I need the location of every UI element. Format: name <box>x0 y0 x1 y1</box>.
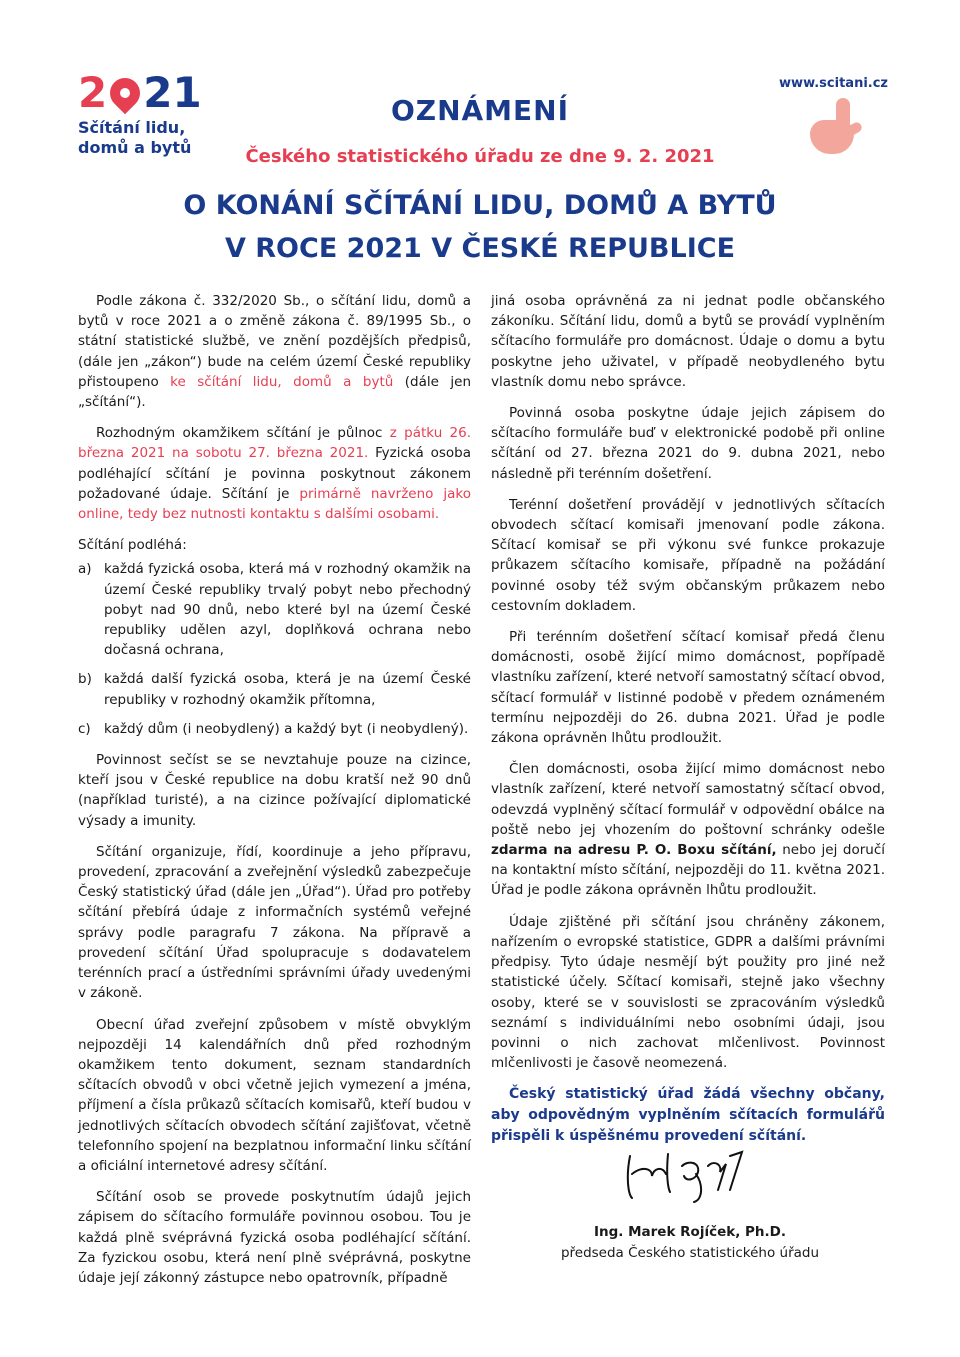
notice-heading-line1: O KONÁNÍ SČÍTÁNÍ LIDU, DOMŮ A BYTŮ <box>183 190 777 221</box>
logo-text: Sčítání lidu, domů a bytů <box>78 118 192 157</box>
signer-role: předseda Českého statistického úřadu <box>560 1245 820 1261</box>
list-item: a) každá fyzická osoba, která má v rozhodný okamžik na území České republiky trvalý pobyt nebo přechodný pobyt nad 90 dnů, nebo které byl na území České republiky udělen azyl, doplňková ochrana nebo dočasná ochrana, <box>78 561 471 659</box>
subject-list <box>78 559 471 739</box>
paragraph: Podle zákona č. 332/2020 Sb., o sčítání lidu, domů a bytů v roce 2021 a o změně zákona č. 89/1995 Sb., o státní statistické službě, ve znění pozdějších předpisů, (dále jen „zákon“) bude na celém území České republiky přistoupeno ke sčítání lidu, domů a bytů (dále jen „sčítání“). <box>78 293 472 411</box>
logo-year: 2 21 <box>78 68 202 117</box>
handwritten-signature <box>622 1146 752 1206</box>
list-item: b) každá další fyzická osoba, která je na území České republiky v rozhodný okamžik přítomna, <box>78 671 471 708</box>
appeal-text: Český statistický úřad žádá všechny občany, aby odpovědným vyplněním sčítacích formulářů přispěli k úspěšnému provedení sčítání. <box>491 1086 885 1145</box>
paragraph: jiná osoba oprávněná za ni jednat podle občanského zákoníku. Sčítání lidu, domů a bytů se provádí vyplněním sčítacího formuláře pro domácnost. Údaje o domu a bytu poskytne jeho uživatel, v případě neobydleného bytu vlastník domu nebo správce. <box>491 293 885 390</box>
paragraph: Údaje zjištěné při sčítání jsou chráněny zákonem, nařízením o evropské statistice, GDPR a dalšími právními předpisy. Tyto údaje nesmějí být použity pro jiné než statistické účely. Sčítací komisaři, stejně jako všechny osoby, které se v souvislosti se zpracováním výsledků seznámí s individuálními nebo osobními údaji, jsou povinni o nich zachovat mlčenlivost. Povinnost mlčenlivosti je časově neomezená. <box>491 913 885 1072</box>
left-column <box>78 291 471 1299</box>
list-item: c) každý dům (i neobydlený) a každý byt (i neobydlený). <box>78 720 469 737</box>
list-intro: Sčítání podléhá: <box>78 537 187 554</box>
right-column <box>491 291 885 1147</box>
page-subtitle: Českého statistického úřadu ze dne 9. 2. 2021 <box>245 146 715 167</box>
paragraph: Povinná osoba poskytne údaje jejich zápisem do sčítacího formuláře buď v elektronické podobě při online sčítání od 27. března 2021 do 9. dubna 2021, nebo následně při terénním došetření. <box>491 405 885 482</box>
website-link[interactable]: www.scitani.cz <box>779 76 888 91</box>
paragraph: Terénní došetření provádějí v jednotlivých sčítacích obvodech sčítací komisaři jmenovaní podle zákona. Sčítací komisař se při výkonu své funkce prokazuje průkazem sčítacího komisaře, případně na požádání povinné osoby též svým občanským průkazem nebo cestovním dokladem. <box>491 496 885 614</box>
paragraph: Člen domácnosti, osoba žijící mimo domácnost nebo vlastník zařízení, které netvoří samostatný sčítací obvod, odevzdá vyplněný sčítací formulář v odpovědní obálce na poště nebo jej vhozením do poštovní schránky odešle zdarma na adresu P. O. Boxu sčítání, nebo jej doručí na kontaktní místo sčítání, nejpozději do 11. května 2021. Úřad je podle zákona oprávněn lhůtu prodloužit. <box>491 761 886 899</box>
signer-name: Ing. Marek Rojíček, Ph.D. <box>593 1224 787 1240</box>
paragraph: Při terénním došetření sčítací komisař předá členu domácnosti, osobě žijící mimo domácnost, popřípadě vlastníku zařízení, které netvoří samostatný sčítací obvod, sčítací formulář v listinné podobě v předem oznámeném termínu nejpozději do 26. dubna 2021. Úřad je podle zákona oprávněn lhůtu prodloužit. <box>491 629 885 747</box>
notice-heading-line2: V ROCE 2021 V ČESKÉ REPUBLICE <box>224 233 736 264</box>
paragraph: Sčítání osob se provede poskytnutím údajů jejich zápisem do sčítacího formuláře povinnou osobou. Tou je každá plně svéprávná fyzická osoba podléhající sčítání. Za fyzickou osobu, která není plně svéprávná, poskytne údaje její zákonný zástupce nebo opatrovník, případně <box>78 1189 471 1286</box>
page-title: OZNÁMENÍ <box>390 94 570 127</box>
paragraph: Povinnost sečíst se se nevztahuje pouze na cizince, kteří jsou v České republice na dobu kratší než 90 dnů (například turisté), a na cizince požívající diplomatické výsady a imunity. <box>78 752 471 829</box>
paragraph: Obecní úřad zveřejní způsobem v místě obvyklým nejpozději 14 kalendářních dnů před rozhodným okamžikem tento dokument, seznam standardních sčítacích obvodů v obci včetně jejich vymezení a jména, příjmení a čísla průkazů sčítacích komisařů, kteří budou v jednotlivých sčítacích obvodech sčítání zajišťovat, včetně telefonního spojení na bezplatnou informační linku sčítání a oficiální internetové adresy sčítání. <box>78 1016 471 1174</box>
paragraph: Sčítání organizuje, řídí, koordinuje a jeho přípravu, provedení, zpracování a zveřejnění výsledků zabezpečuje Český statistický úřad (dále jen „Úřad“). Úřad pro potřeby sčítání přebírá údaje z informačních systémů veřejné správy podle paragrafu 7 zákona. Na přípravě a provedení sčítání Úřad spolupracuje s dodavatelem terénních prací a ústředními správními úřady uvedenými v zákoně. <box>78 843 471 1002</box>
signer-block <box>560 1222 820 1264</box>
paragraph: Rozhodným okamžikem sčítání je půlnoc z pátku 26. března 2021 na sobotu 27. března 2021. Fyzická osoba podléhající sčítání je povinna poskytnout zákonem požadované údaje. Sčítání je primárně navrženo jako online, tedy bez nutnosti kontaktu s dalšími osobami. <box>78 425 472 523</box>
